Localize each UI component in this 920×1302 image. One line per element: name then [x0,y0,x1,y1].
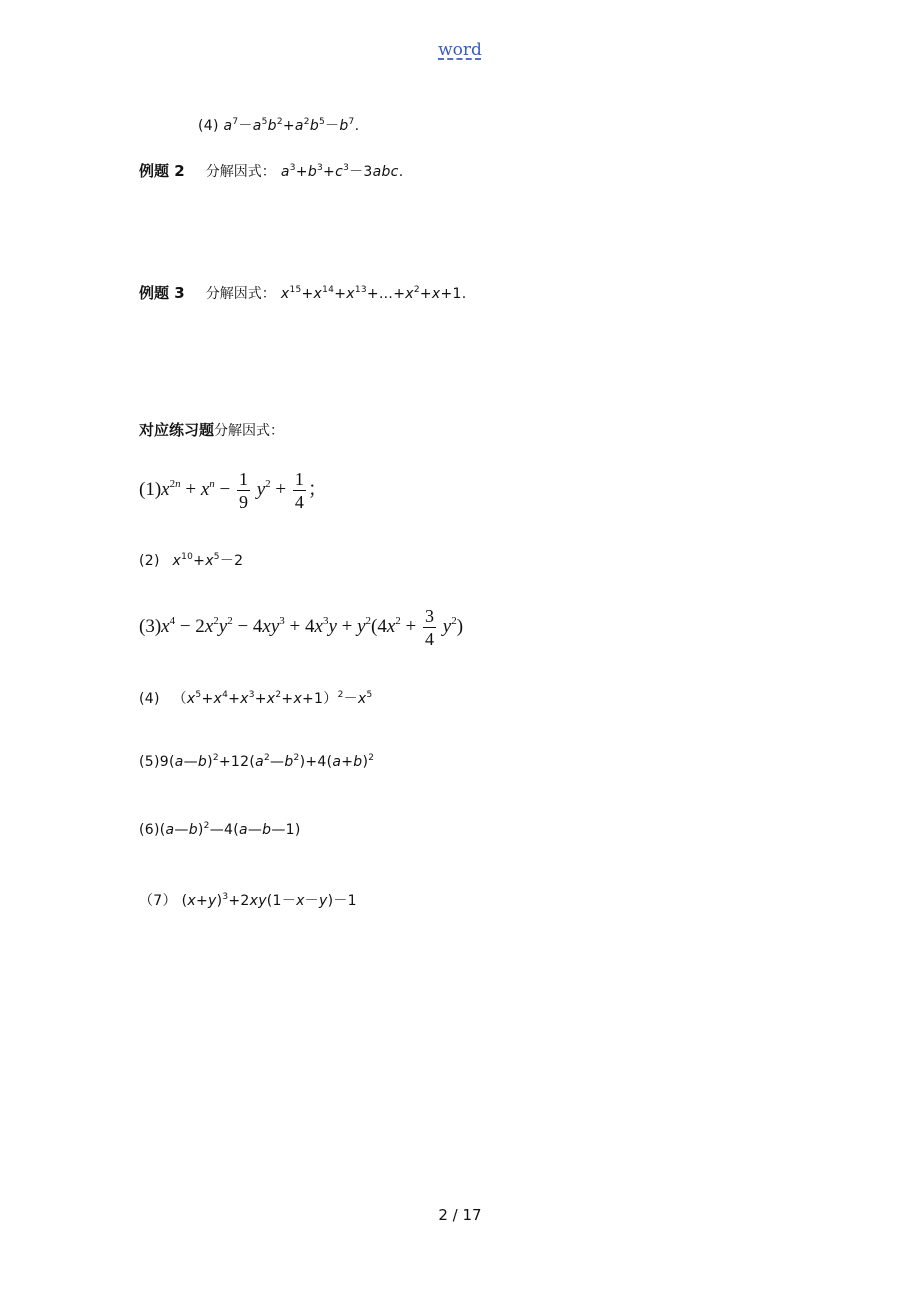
example-3-label: 例题 3 [139,284,185,302]
example-2-instruction: 分解因式： [205,164,276,180]
item-4-expression: (4) $a^7-a^5b^2+a^2b^5-b^7$. [198,117,360,134]
practice-7-label: （7） [139,893,177,909]
fraction-three-quarters: $\frac{3}{4}$ [425,606,435,649]
practice-3: $(3)x^4 - 2x^2y^2 - 4xy^3 + 4x^3y + y^2(4x^2$ + $\frac{3}{4}$ $y^2$) [139,606,464,649]
example-2-expression: $a^3+b^3+c^3-3abc$. [280,163,404,180]
fraction-one-quarter: $\frac{1}{4}$ [294,469,304,512]
practice-5-label: (5) [139,754,160,770]
practice-4-label: (4) [139,691,160,707]
example-3 [139,282,467,303]
example-2-label: 例题 2 [139,162,185,180]
page-indicator: 2 / 17 [438,1206,482,1224]
example-3-instruction: 分解因式： [205,286,276,302]
practice-5: $(5)9(a—b)^2+12(a^2—b^2)+4(a+b)^2$ [139,753,375,770]
practice-1: $(1)x^{2n} + x^n$ − $\frac{1}{9}$ $y^2$ + $\frac{1}{4}$ ； [139,469,327,512]
practice-1-label: (1) [139,478,162,500]
practice-6: (6)(a—b)$^2$—4(a—b—1) [139,821,301,838]
fraction-one-ninth: $\frac{1}{9}$ [238,469,248,512]
practice-heading [139,419,284,440]
practice-7: （7） $(x+y)^3+2xy(1-x-y)-1$ [139,892,357,909]
practice-3-label: (3) [139,615,162,637]
practice-2: (2) $x^{10}+x^5-2$ [139,552,244,569]
header-word-link[interactable]: word [438,40,482,60]
item-4-label: (4) [198,118,219,134]
practice-4: (4) $(x^5+x^4+x^3+x^2+x+1)^2-x^5$ [139,690,373,707]
practice-heading-bold: 对应练习题 [139,421,215,439]
example-2 [139,160,403,181]
practice-heading-rest: 分解因式： [214,423,285,439]
practice-6-label: (6) [139,822,160,838]
practice-2-label: (2) [139,553,160,569]
example-3-expression: $x^{15}+x^{14}+x^{13}+\dots+x^2+x+1$. [280,285,467,302]
